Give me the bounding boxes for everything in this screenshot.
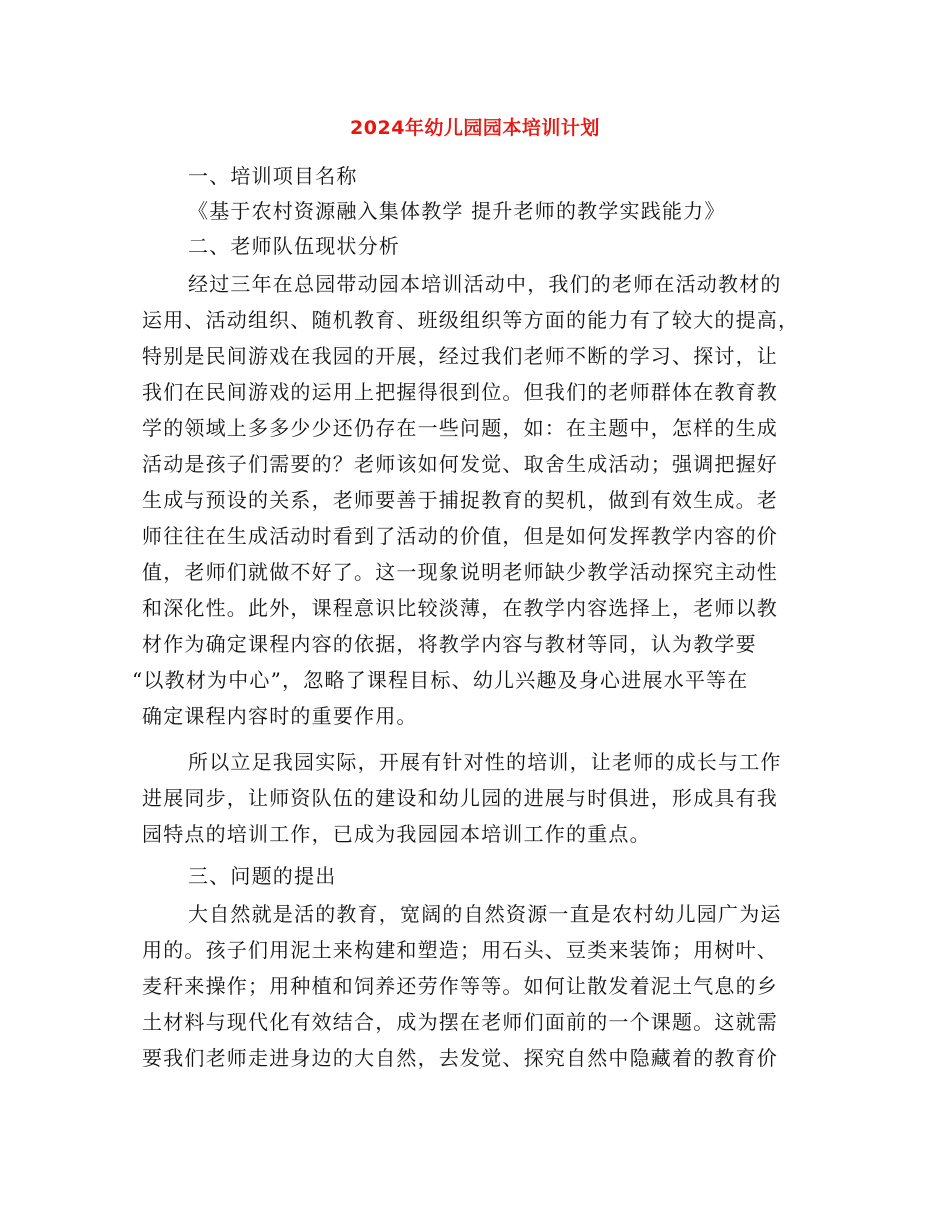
heading-teacher-status-analysis: 二、老师队伍现状分析 <box>188 234 400 258</box>
paragraph-line: 所以立足我园实际，开展有针对性的培训，让老师的成长与工作 <box>188 750 782 774</box>
paragraph-line: 麦秆来操作；用种植和饲养还劳作等等。如何让散发着泥土气息的乡 <box>142 974 778 998</box>
paragraph-line: 生成与预设的关系，老师要善于捕捉教育的契机，做到有效生成。老 <box>142 488 778 512</box>
project-title-line: 《基于农村资源融入集体教学 提升老师的教学实践能力》 <box>188 199 726 223</box>
paragraph-line: 园特点的培训工作，已成为我园园本培训工作的重点。 <box>142 822 651 846</box>
heading-training-project-name: 一、培训项目名称 <box>188 164 358 188</box>
paragraph-line: 学的领域上多多少少还仍存在一些问题，如：在主题中，怎样的生成 <box>142 416 778 440</box>
paragraph-line: 值，老师们就做不好了。这一现象说明老师缺少教学活动探究主动性 <box>142 560 778 584</box>
paragraph-line: 确定课程内容时的重要作用。 <box>142 704 418 728</box>
paragraph-line: 材作为确定课程内容的依据，将教学内容与教材等同，认为教学要 <box>142 632 757 656</box>
paragraph-line: 运用、活动组织、随机教育、班级组织等方面的能力有了较大的提高， <box>142 308 800 332</box>
paragraph-line: 进展同步，让师资队伍的建设和幼儿园的进展与时俱进，形成具有我 <box>142 786 778 810</box>
paragraph-line: 我们在民间游戏的运用上把握得很到位。但我们的老师群体在教育教 <box>142 380 778 404</box>
document-title: 2024年幼儿园园本培训计划 <box>350 117 600 139</box>
paragraph-line: 土材料与现代化有效结合，成为摆在老师们面前的一个课题。这就需 <box>142 1010 778 1034</box>
paragraph-line: 特别是民间游戏在我园的开展，经过我们老师不断的学习、探讨，让 <box>142 344 778 368</box>
paragraph-line: “以教材为中心”，忽略了课程目标、幼儿兴趣及身心进展水平等在 <box>132 668 749 692</box>
paragraph-line: 大自然就是活的教育，宽阔的自然资源一直是农村幼儿园广为运 <box>188 902 782 926</box>
paragraph-line: 用的。孩子们用泥土来构建和塑造；用石头、豆类来装饰；用树叶、 <box>142 938 778 962</box>
paragraph-line: 经过三年在总园带动园本培训活动中，我们的老师在活动教材的 <box>188 272 782 296</box>
heading-problem-statement: 三、问题的提出 <box>188 864 337 888</box>
paragraph-line: 要我们老师走进身边的大自然，去发觉、探究自然中隐藏着的教育价 <box>142 1046 778 1070</box>
paragraph-line: 和深化性。此外，课程意识比较淡薄，在教学内容选择上，老师以教 <box>142 596 778 620</box>
paragraph-line: 活动是孩子们需要的？老师该如何发觉、取舍生成活动；强调把握好 <box>142 452 778 476</box>
paragraph-line: 师往往在生成活动时看到了活动的价值，但是如何发挥教学内容的价 <box>142 524 778 548</box>
